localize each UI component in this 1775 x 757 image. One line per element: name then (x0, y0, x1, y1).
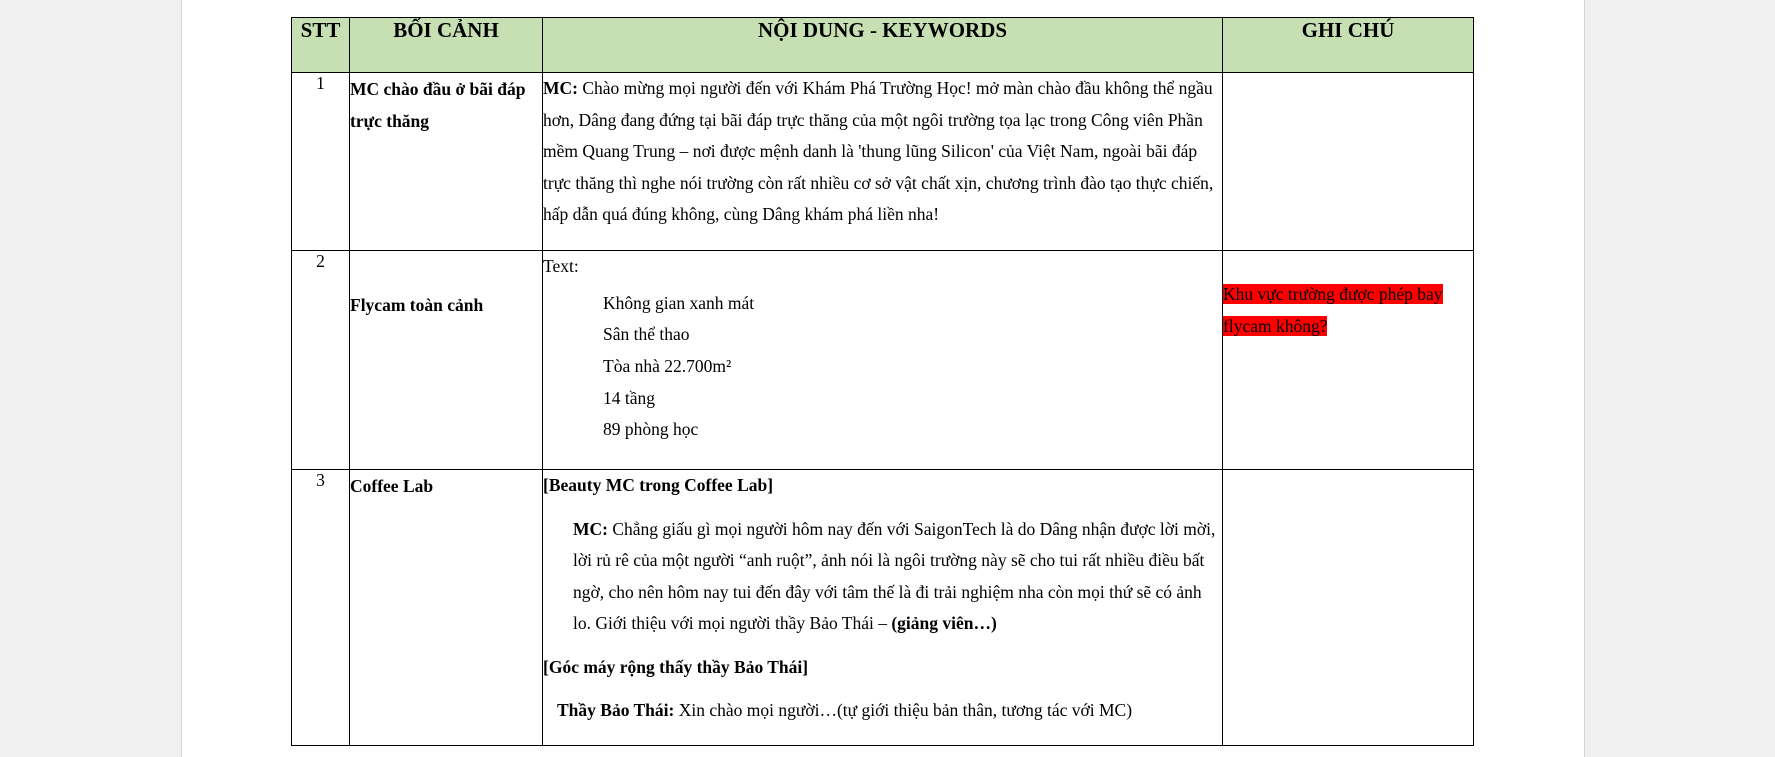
table-row (292, 251, 1474, 470)
list-item: Tòa nhà 22.700m² (603, 355, 732, 376)
row-content (543, 470, 1223, 746)
row-content (543, 73, 1223, 251)
highlighted-note: Khu vực trường được phép bay flycam không? (1223, 284, 1443, 336)
keyword-list (543, 288, 1222, 447)
table-row (292, 73, 1474, 251)
row-note (1223, 73, 1474, 251)
scene-direction: [Beauty MC trong Coffee Lab] (543, 475, 774, 495)
header-content: NỘI DUNG - KEYWORDS (543, 18, 1223, 73)
list-item: 14 tầng (603, 387, 656, 408)
script-table (291, 17, 1474, 746)
speaker-label: MC: (573, 518, 608, 539)
row-context: Flycam toàn cảnh (350, 251, 543, 470)
speaker-label: MC: (543, 78, 578, 98)
row-stt: 2 (292, 251, 350, 470)
row-context: MC chào đầu ở bãi đáp trực thăng (350, 73, 543, 251)
guest-dialogue (543, 695, 1222, 727)
row-context: Coffee Lab (350, 470, 543, 746)
dialogue-bold-end: (giảng viên…) (891, 613, 997, 633)
header-note: GHI CHÚ (1223, 18, 1474, 73)
document-page (181, 0, 1585, 757)
row-stt: 1 (292, 73, 350, 251)
dialogue-text: Chẳng giấu gì mọi người hôm nay đến với SaigonTech là do Dâng nhận được lời mời, lời rủ rê của một người “anh ruột”, ảnh nói là ngôi trường này sẽ cho tui rất nhiều điều bất ngờ, cho nên hôm nay tui đến đây với tâm thế là đi trải nghiệm nha còn mọi thứ sẽ có ảnh lo. Giới thiệu với mọi người thầy Bảo Thái – (573, 518, 1216, 633)
row-note (1223, 470, 1474, 746)
dialogue-text: Xin chào mọi người…(tự giới thiệu bản thân, tương tác với MC) (678, 700, 1133, 720)
row-stt: 3 (292, 470, 350, 746)
list-item: 89 phòng học (603, 419, 699, 440)
row-note (1223, 251, 1474, 470)
table-row (292, 470, 1474, 746)
scene-direction: [Góc máy rộng thấy thầy Bảo Thái] (543, 656, 809, 677)
header-context: BỐI CẢNH (350, 18, 543, 73)
dialogue-text: Chào mừng mọi người đến với Khám Phá Trường Học! mở màn chào đầu không thể ngầu hơn, Dâng đang đứng tại bãi đáp trực thăng của một ngôi trường tọa lạc trong Công viên Phần mềm Quang Trung – nơi được mệnh danh là 'thung lũng Silicon' của Việt Nam, ngoài bãi đáp trực thăng thì nghe nói trường còn rất nhiều cơ sở vật chất xịn, chương trình đào tạo thực chiến, hấp dẫn quá đúng không, cùng Dâng khám phá liền nha! (543, 78, 1214, 224)
table-header-row (292, 18, 1474, 73)
list-item: Không gian xanh mát (603, 292, 755, 313)
speaker-label: Thầy Bảo Thái: (557, 700, 675, 720)
header-stt: STT (292, 18, 350, 73)
list-item: Sân thể thao (603, 324, 690, 345)
text-label: Text: (543, 256, 579, 276)
mc-dialogue (543, 514, 1222, 640)
row-content (543, 251, 1223, 470)
